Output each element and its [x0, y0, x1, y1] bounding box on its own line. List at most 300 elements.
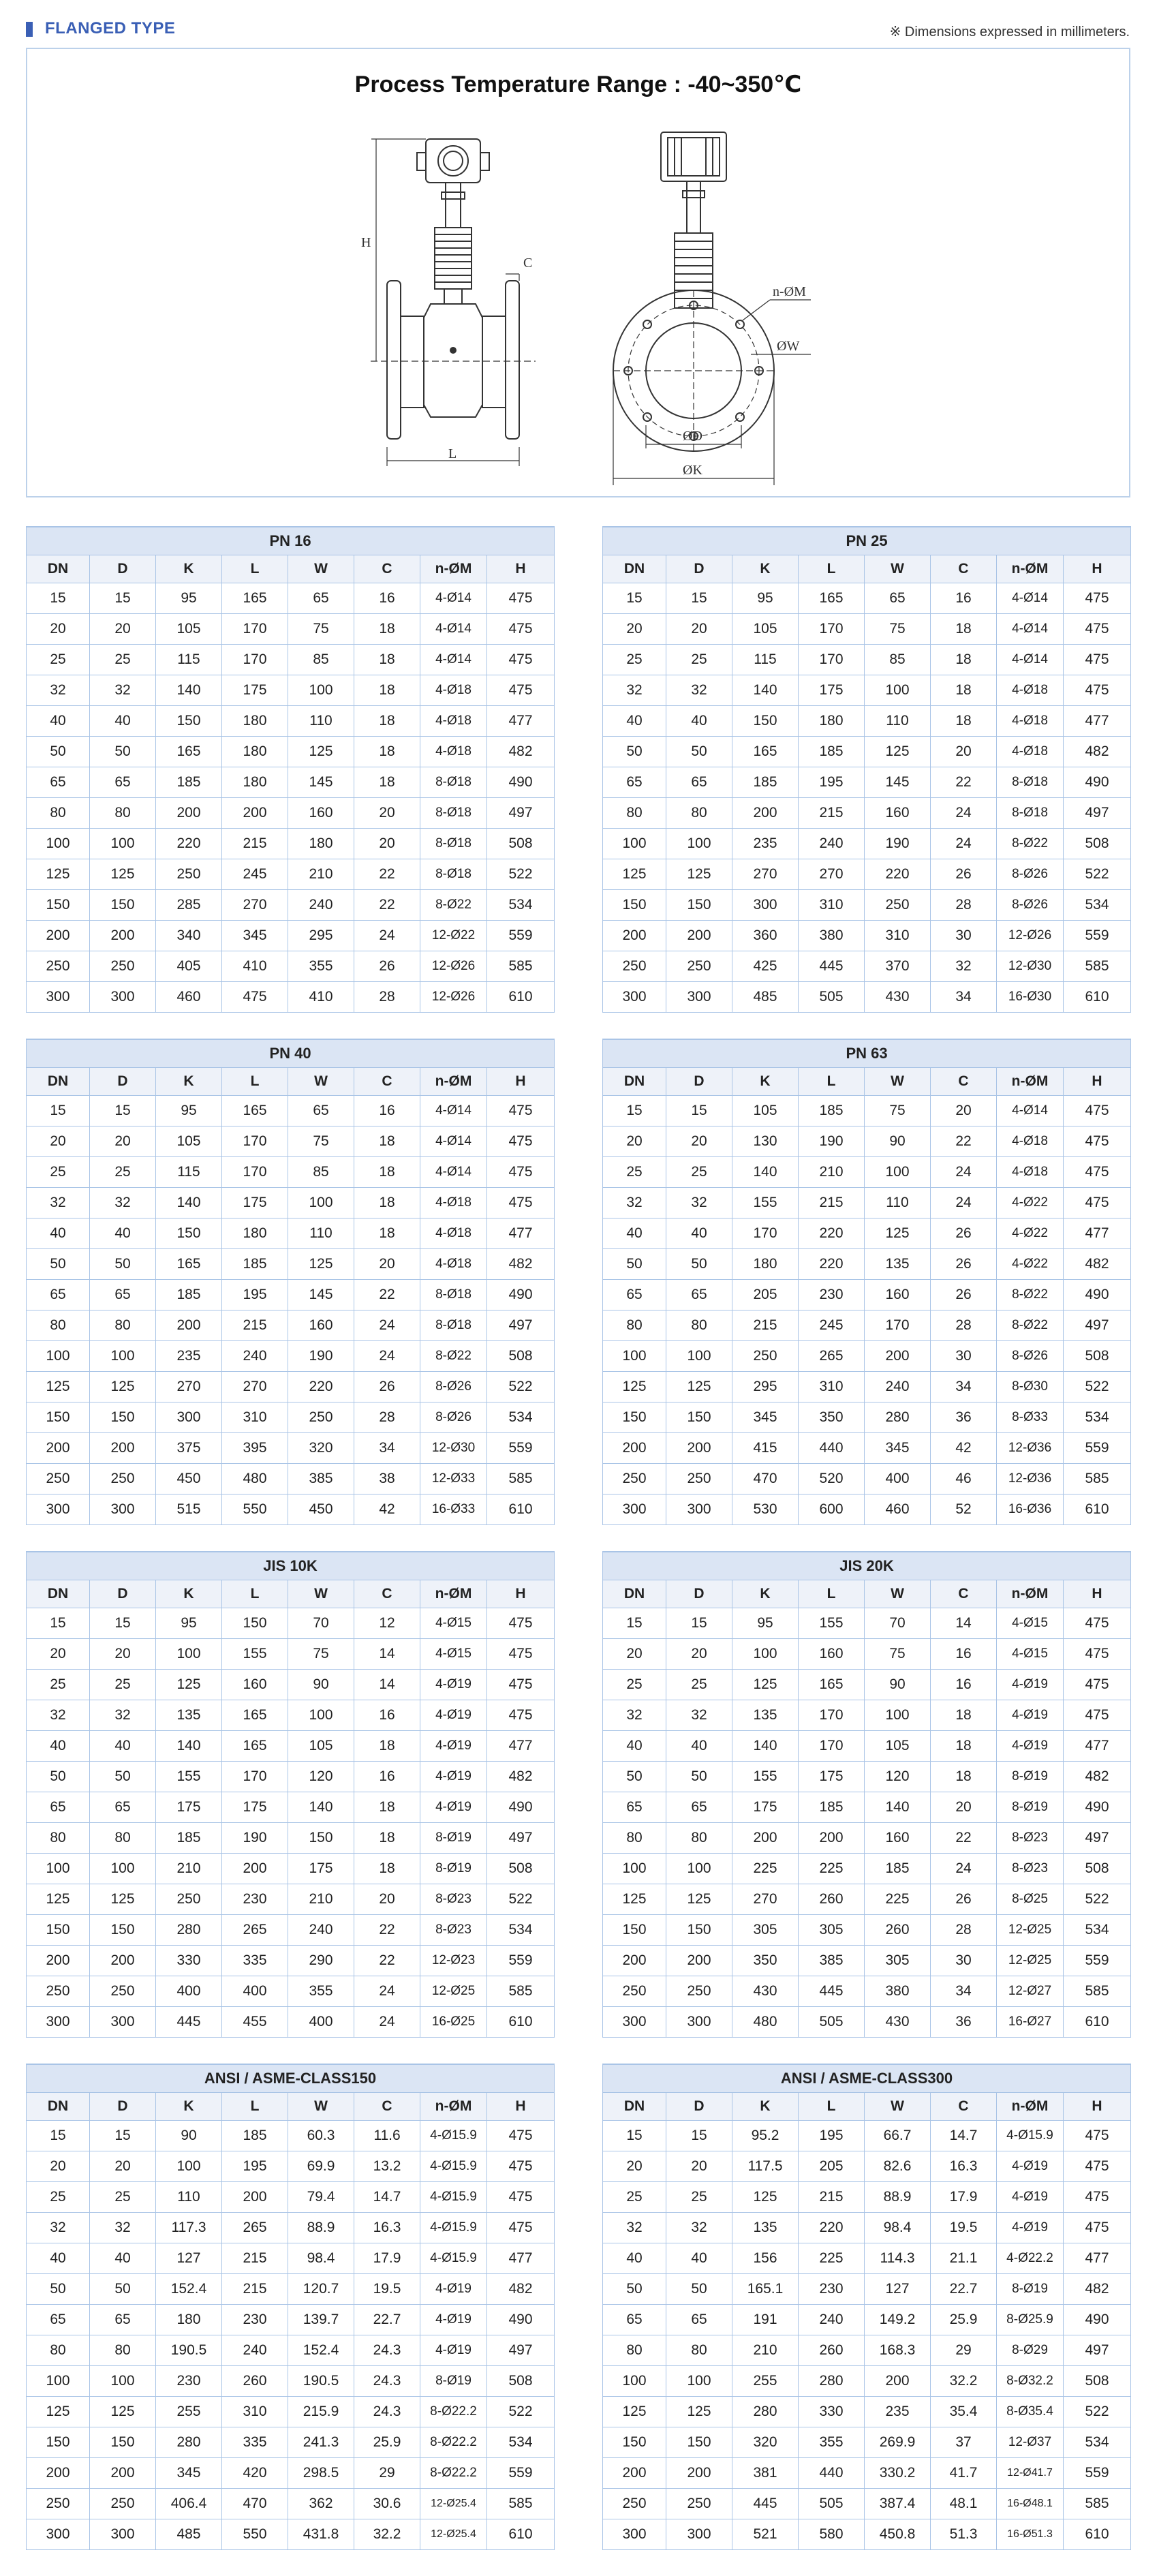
table-cell: 559	[487, 1433, 555, 1464]
table-cell: 25	[90, 2182, 156, 2213]
table-row	[603, 675, 1131, 706]
column-header: D	[666, 2093, 732, 2121]
table-cell: 165	[222, 1096, 288, 1126]
table-cell: 185	[222, 2121, 288, 2151]
table-cell: 4-Ø14	[420, 1126, 487, 1157]
table-cell: 180	[156, 2305, 222, 2335]
table-cell: 250	[732, 1341, 799, 1372]
table-cell: 50	[90, 2274, 156, 2305]
table-cell: 155	[732, 1188, 799, 1218]
table-row	[27, 2489, 555, 2519]
table-cell: 165	[222, 1700, 288, 1731]
table-cell: 20	[931, 1096, 997, 1126]
table-cell: 125	[27, 1372, 90, 1402]
column-header: D	[666, 555, 732, 583]
table-row	[27, 1188, 555, 1218]
table-cell: 32	[666, 2213, 732, 2243]
table-cell: 497	[487, 1823, 555, 1854]
table-cell: 65	[90, 2305, 156, 2335]
table-cell: 160	[865, 1823, 931, 1854]
table-cell: 4-Ø14	[420, 583, 487, 614]
table-cell: 25	[27, 645, 90, 675]
table-cell: 410	[288, 982, 354, 1013]
table-cell: 4-Ø19	[420, 1762, 487, 1792]
table-cell: 497	[487, 798, 555, 829]
table-row	[603, 2121, 1131, 2151]
column-header: n-ØM	[997, 1068, 1064, 1096]
table-row	[603, 1188, 1131, 1218]
table-cell: 105	[732, 1096, 799, 1126]
table-row	[603, 2397, 1131, 2427]
table-cell: 65	[90, 1280, 156, 1310]
column-header: C	[354, 555, 420, 583]
table-cell: 4-Ø19	[420, 1700, 487, 1731]
table-cell: 406.4	[156, 2489, 222, 2519]
table-cell: 215	[799, 2182, 865, 2213]
table-cell: 220	[288, 1372, 354, 1402]
table-cell: 150	[603, 890, 666, 921]
table-cell: 180	[732, 1249, 799, 1280]
table-cell: 150	[156, 706, 222, 737]
table-cell: 24.3	[354, 2366, 420, 2397]
table-cell: 18	[354, 675, 420, 706]
table-cell: 482	[487, 1762, 555, 1792]
table-cell: 410	[222, 951, 288, 982]
table-cell: 477	[1064, 1731, 1131, 1762]
column-header: H	[487, 2093, 555, 2121]
table-cell: 508	[487, 829, 555, 859]
table-cell: 80	[27, 798, 90, 829]
table-cell: 175	[288, 1854, 354, 1884]
table-cell: 430	[865, 982, 931, 1013]
table-cell: 125	[603, 859, 666, 890]
table-cell: 36	[931, 1402, 997, 1433]
table-cell: 115	[732, 645, 799, 675]
table-cell: 120	[865, 1762, 931, 1792]
table-cell: 165	[156, 1249, 222, 1280]
table-cell: 380	[799, 921, 865, 951]
table-cell: 22	[354, 1915, 420, 1946]
table-title: ANSI / ASME-CLASS300	[603, 2064, 1131, 2093]
table-cell: 32.2	[354, 2519, 420, 2550]
table-cell: 80	[603, 2335, 666, 2366]
table-cell: 152.4	[288, 2335, 354, 2366]
table-cell: 485	[156, 2519, 222, 2550]
table-cell: 235	[156, 1341, 222, 1372]
table-cell: 475	[1064, 1157, 1131, 1188]
table-row	[27, 1310, 555, 1341]
table-cell: 20	[603, 1639, 666, 1670]
table-cell: 215	[799, 1188, 865, 1218]
table-cell: 300	[27, 1494, 90, 1525]
table-row	[27, 1280, 555, 1310]
table-cell: 345	[156, 2458, 222, 2489]
table-cell: 80	[666, 2335, 732, 2366]
table-cell: 40	[666, 706, 732, 737]
flowmeter-drawing	[27, 49, 1129, 496]
table-cell: 18	[354, 737, 420, 767]
table-cell: 24	[931, 1188, 997, 1218]
table-cell: 559	[1064, 921, 1131, 951]
table-row	[27, 1096, 555, 1126]
table-cell: 8-Ø23	[420, 1884, 487, 1915]
label-c: C	[523, 256, 533, 271]
column-header: C	[354, 1580, 420, 1608]
table-cell: 180	[222, 1218, 288, 1249]
table-cell: 100	[666, 2366, 732, 2397]
table-cell: 25	[27, 2182, 90, 2213]
table-cell: 15	[27, 1096, 90, 1126]
table-cell: 505	[799, 2489, 865, 2519]
table-cell: 168.3	[865, 2335, 931, 2366]
table-row	[27, 1341, 555, 1372]
table-cell: 585	[1064, 2489, 1131, 2519]
table-cell: 125	[865, 737, 931, 767]
table-cell: 190	[288, 1341, 354, 1372]
table-row	[27, 1639, 555, 1670]
table-cell: 520	[799, 1464, 865, 1494]
table-row	[603, 1096, 1131, 1126]
table-cell: 16	[354, 1096, 420, 1126]
table-cell: 22	[354, 890, 420, 921]
table-cell: 95	[156, 583, 222, 614]
table-cell: 80	[27, 1310, 90, 1341]
table-cell: 190	[799, 1126, 865, 1157]
table-cell: 37	[931, 2427, 997, 2458]
table-cell: 200	[90, 1433, 156, 1464]
table-cell: 230	[799, 2274, 865, 2305]
table-cell: 25	[90, 1157, 156, 1188]
table-cell: 18	[931, 1731, 997, 1762]
table-cell: 220	[865, 859, 931, 890]
table-cell: 475	[487, 1608, 555, 1639]
table-cell: 85	[865, 645, 931, 675]
table-cell: 160	[288, 1310, 354, 1341]
table-title: PN 16	[27, 527, 555, 555]
table-cell: 140	[732, 675, 799, 706]
table-cell: 250	[288, 1402, 354, 1433]
table-cell: 445	[156, 2007, 222, 2038]
table-cell: 330.2	[865, 2458, 931, 2489]
table-cell: 16.3	[931, 2151, 997, 2182]
table-cell: 200	[603, 1946, 666, 1976]
table-cell: 220	[799, 1249, 865, 1280]
table-cell: 559	[1064, 1946, 1131, 1976]
table-cell: 191	[732, 2305, 799, 2335]
table-cell: 200	[27, 2458, 90, 2489]
table-cell: 450	[288, 1494, 354, 1525]
table-cell: 475	[1064, 2213, 1131, 2243]
table-cell: 200	[799, 1823, 865, 1854]
table-cell: 85	[288, 1157, 354, 1188]
column-header: n-ØM	[420, 1580, 487, 1608]
table-cell: 100	[27, 1854, 90, 1884]
table-cell: 440	[799, 2458, 865, 2489]
table-cell: 610	[1064, 2519, 1131, 2550]
table-cell: 300	[603, 2007, 666, 2038]
table-row	[27, 614, 555, 645]
table-cell: 40	[603, 2243, 666, 2274]
column-header: DN	[27, 555, 90, 583]
table-cell: 225	[799, 2243, 865, 2274]
table-cell: 69.9	[288, 2151, 354, 2182]
table-cell: 115	[156, 645, 222, 675]
table-row	[603, 2305, 1131, 2335]
table-cell: 100	[288, 1188, 354, 1218]
table-cell: 40	[666, 1218, 732, 1249]
table-cell: 12-Ø27	[997, 1976, 1064, 2007]
table-cell: 18	[354, 767, 420, 798]
table-cell: 430	[865, 2007, 931, 2038]
table-cell: 34	[931, 1976, 997, 2007]
table-cell: 40	[27, 1731, 90, 1762]
table-cell: 50	[666, 1249, 732, 1280]
table-cell: 370	[865, 951, 931, 982]
table-cell: 445	[799, 951, 865, 982]
table-cell: 18	[354, 1126, 420, 1157]
table-cell: 8-Ø23	[997, 1823, 1064, 1854]
table-title: PN 40	[27, 1039, 555, 1068]
table-cell: 295	[288, 921, 354, 951]
table-cell: 215	[799, 798, 865, 829]
table-cell: 508	[487, 1341, 555, 1372]
table-cell: 300	[603, 982, 666, 1013]
column-header: W	[288, 555, 354, 583]
table-row	[603, 859, 1131, 890]
table-cell: 210	[732, 2335, 799, 2366]
table-row	[603, 1670, 1131, 1700]
table-cell: 41.7	[931, 2458, 997, 2489]
table-cell: 117.3	[156, 2213, 222, 2243]
table-cell: 4-Ø19	[997, 2213, 1064, 2243]
table-cell: 200	[666, 1433, 732, 1464]
table-cell: 490	[1064, 2305, 1131, 2335]
column-header: W	[288, 1580, 354, 1608]
table-cell: 270	[222, 890, 288, 921]
table-cell: 25	[603, 645, 666, 675]
table-cell: 8-Ø18	[997, 798, 1064, 829]
table-cell: 534	[1064, 2427, 1131, 2458]
table-cell: 250	[666, 1464, 732, 1494]
table-cell: 522	[1064, 859, 1131, 890]
table-cell: 135	[865, 1249, 931, 1280]
table-cell: 310	[799, 890, 865, 921]
table-cell: 50	[27, 2274, 90, 2305]
table-cell: 125	[603, 1372, 666, 1402]
table-cell: 24.3	[354, 2397, 420, 2427]
table-row	[603, 583, 1131, 614]
column-header: C	[931, 2093, 997, 2121]
table-cell: 80	[666, 798, 732, 829]
table-cell: 16	[354, 1700, 420, 1731]
table-cell: 127	[156, 2243, 222, 2274]
table-cell: 475	[1064, 1126, 1131, 1157]
table-row	[27, 2366, 555, 2397]
table-cell: 50	[27, 1762, 90, 1792]
table-cell: 80	[90, 1823, 156, 1854]
table-cell: 40	[27, 2243, 90, 2274]
column-header: W	[865, 2093, 931, 2121]
table-cell: 15	[27, 583, 90, 614]
table-title: PN 63	[603, 1039, 1131, 1068]
table-cell: 40	[90, 1218, 156, 1249]
table-cell: 100	[90, 2366, 156, 2397]
table-cell: 32	[931, 951, 997, 982]
table-cell: 25.9	[931, 2305, 997, 2335]
table-cell: 490	[487, 2305, 555, 2335]
table-cell: 610	[1064, 1494, 1131, 1525]
table-cell: 340	[156, 921, 222, 951]
table-cell: 50	[603, 1762, 666, 1792]
table-cell: 475	[1064, 1188, 1131, 1218]
table-row	[27, 767, 555, 798]
table-cell: 170	[799, 1700, 865, 1731]
table-cell: 175	[156, 1792, 222, 1823]
table-cell: 170	[222, 1126, 288, 1157]
table-cell: 185	[799, 1792, 865, 1823]
table-row	[603, 1608, 1131, 1639]
table-cell: 385	[799, 1946, 865, 1976]
table-row	[603, 1402, 1131, 1433]
table-cell: 60.3	[288, 2121, 354, 2151]
table-cell: 482	[487, 1249, 555, 1280]
label-d: ØD	[683, 429, 702, 444]
table-row	[603, 1915, 1131, 1946]
table-cell: 250	[603, 2489, 666, 2519]
table-cell: 200	[90, 921, 156, 951]
column-header: L	[799, 1068, 865, 1096]
table-row	[27, 921, 555, 951]
table-cell: 140	[156, 1731, 222, 1762]
table-cell: 508	[1064, 2366, 1131, 2397]
table-cell: 135	[732, 2213, 799, 2243]
table-cell: 125	[666, 1372, 732, 1402]
table-cell: 285	[156, 890, 222, 921]
table-cell: 250	[156, 1884, 222, 1915]
table-cell: 12-Ø36	[997, 1433, 1064, 1464]
table-cell: 70	[288, 1608, 354, 1639]
table-cell: 270	[732, 1884, 799, 1915]
table-cell: 150	[666, 2427, 732, 2458]
column-header: L	[222, 1068, 288, 1096]
table-cell: 75	[865, 614, 931, 645]
table-cell: 100	[27, 2366, 90, 2397]
table-cell: 15	[90, 1608, 156, 1639]
table-cell: 75	[288, 1126, 354, 1157]
table-cell: 180	[222, 737, 288, 767]
table-cell: 4-Ø15.9	[420, 2243, 487, 2274]
table-cell: 150	[27, 1915, 90, 1946]
table-cell: 477	[1064, 2243, 1131, 2274]
column-header: L	[222, 1580, 288, 1608]
table-cell: 19.5	[354, 2274, 420, 2305]
table-cell: 280	[156, 2427, 222, 2458]
table-cell: 40	[603, 1731, 666, 1762]
table-cell: 4-Ø18	[997, 706, 1064, 737]
dimension-table	[602, 2064, 1131, 2550]
table-cell: 310	[222, 1402, 288, 1433]
table-cell: 200	[666, 2458, 732, 2489]
table-cell: 477	[1064, 1218, 1131, 1249]
table-cell: 4-Ø19	[420, 2335, 487, 2366]
table-cell: 34	[354, 1433, 420, 1464]
table-row	[27, 645, 555, 675]
table-cell: 185	[732, 767, 799, 798]
table-cell: 215	[222, 829, 288, 859]
table-cell: 26	[931, 1249, 997, 1280]
table-cell: 610	[487, 982, 555, 1013]
table-row	[27, 951, 555, 982]
table-cell: 475	[1064, 1670, 1131, 1700]
table-row	[27, 1884, 555, 1915]
table-cell: 250	[603, 951, 666, 982]
table-cell: 12-Ø22	[420, 921, 487, 951]
table-cell: 25	[666, 645, 732, 675]
table-cell: 460	[156, 982, 222, 1013]
table-row	[27, 829, 555, 859]
table-cell: 485	[732, 982, 799, 1013]
table-row	[27, 1157, 555, 1188]
table-cell: 475	[1064, 1639, 1131, 1670]
temperature-range-title: Process Temperature Range : -40~350℃	[354, 72, 802, 97]
table-cell: 255	[732, 2366, 799, 2397]
table-cell: 18	[931, 675, 997, 706]
table-cell: 190.5	[288, 2366, 354, 2397]
table-cell: 40	[603, 706, 666, 737]
table-cell: 497	[487, 2335, 555, 2366]
table-cell: 145	[288, 767, 354, 798]
column-header: L	[222, 2093, 288, 2121]
table-cell: 200	[603, 1433, 666, 1464]
table-row	[27, 1700, 555, 1731]
table-cell: 150	[222, 1608, 288, 1639]
table-cell: 420	[222, 2458, 288, 2489]
table-cell: 80	[90, 798, 156, 829]
table-cell: 250	[603, 1464, 666, 1494]
table-cell: 125	[90, 1372, 156, 1402]
table-cell: 175	[222, 1792, 288, 1823]
table-cell: 105	[288, 1731, 354, 1762]
table-cell: 330	[156, 1946, 222, 1976]
table-cell: 24	[931, 1157, 997, 1188]
table-cell: 50	[90, 737, 156, 767]
table-row	[603, 2335, 1131, 2366]
table-cell: 280	[865, 1402, 931, 1433]
table-cell: 150	[666, 890, 732, 921]
table-cell: 105	[865, 1731, 931, 1762]
table-cell: 270	[222, 1372, 288, 1402]
table-cell: 4-Ø18	[997, 1126, 1064, 1157]
table-row	[27, 1670, 555, 1700]
table-cell: 32	[90, 2213, 156, 2243]
table-cell: 4-Ø18	[420, 675, 487, 706]
table-cell: 559	[487, 921, 555, 951]
table-cell: 150	[90, 890, 156, 921]
table-cell: 477	[487, 2243, 555, 2274]
table-cell: 522	[487, 1372, 555, 1402]
column-header: D	[666, 1068, 732, 1096]
column-header: DN	[603, 555, 666, 583]
table-cell: 200	[90, 1946, 156, 1976]
table-cell: 475	[487, 2151, 555, 2182]
table-cell: 210	[799, 1157, 865, 1188]
table-cell: 559	[1064, 2458, 1131, 2489]
table-cell: 300	[90, 2007, 156, 2038]
table-cell: 482	[1064, 1249, 1131, 1280]
table-cell: 12-Ø41.7	[997, 2458, 1064, 2489]
table-cell: 175	[222, 1188, 288, 1218]
table-cell: 269.9	[865, 2427, 931, 2458]
